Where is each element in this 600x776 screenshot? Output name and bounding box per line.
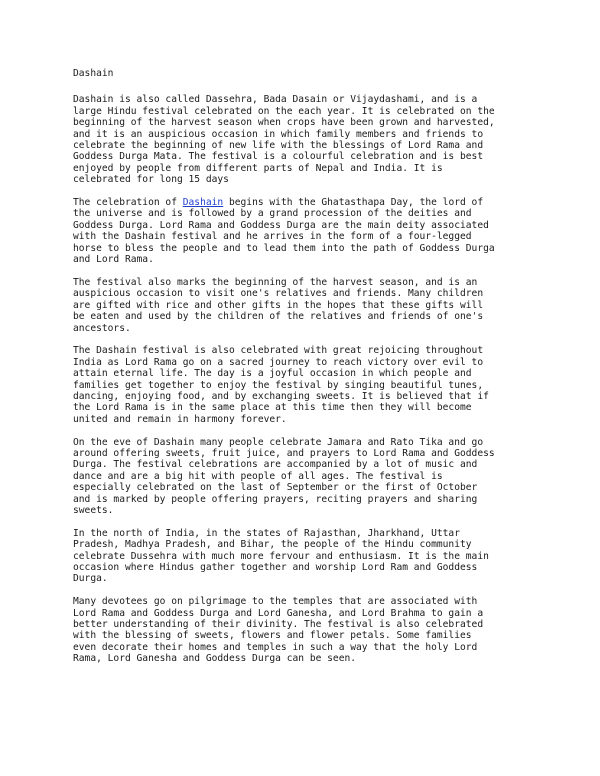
paragraph-2-rest: begins with the Ghatasthapa Day, the lord of the universe and is followed by a grand procession of the deities and Goddess Durga. Lord Rama and Goddess Durga are the main deity associated with the Dashain festival and he arrives in the form of a four-legged horse to bless the people and to lead them into the path of Goddess Durga and Lord Rama. (73, 197, 495, 266)
paragraph-2 (73, 197, 533, 265)
paragraph-2-lead: The celebration of (73, 197, 183, 209)
paragraph-1: Dashain is also called Dassehra, Bada Dasain or Vijaydashami, and is a large Hindu festival celebrated on the each year. It is celebrated on the beginning of the harvest season when crops have been grown and harvested, and it is an auspicious occasion in which family members and friends to celebrate the beginning of new life with the blessings of Lord Rama and Goddess Durga Mata. The festival is a colourful celebration and is best enjoyed by people from different parts of Nepal and India. It is celebrated for long 15 days (73, 94, 495, 186)
paragraph-3: The festival also marks the beginning of the harvest season, and is an auspicious occasion to visit one's relatives and friends. Many children are gifted with rice and other gifts in the hopes that these gifts will be eaten and used by the children of the relatives and friends of one's ancestors. (73, 276, 484, 334)
paragraph-6: In the north of India, in the states of Rajasthan, Jharkhand, Uttar Pradesh, Madhya Pradesh, and Bihar, the people of the Hindu community celebrate Dussehra with much more fervour and enthusiasm. It is the main occasion where Hindus gather together and worship Lord Ram and Goddess Durga. (73, 527, 489, 585)
document-body (73, 68, 533, 676)
paragraph-5: On the eve of Dashain many people celebrate Jamara and Rato Tika and go around offering sweets, fruit juice, and prayers to Lord Rama and Goddess Durga. The festival celebrations are accompanied by a lot of music and dance and are a big hit with people of all ages. The festival is especially celebrated on the last of September or the first of October and is marked by people offering prayers, reciting prayers and sharing sweets. (73, 436, 495, 516)
paragraph-4: The Dashain festival is also celebrated with great rejoicing throughout India as Lord Rama go on a sacred journey to reach victory over evil to attain eternal life. The day is a joyful occasion in which people and families get together to enjoy the festival by singing beautiful tunes, dancing, enjoying food, and by exchanging sweets. It is believed that if the Lord Rama is in the same place at this time then they will become united and remain in harmony forever. (73, 345, 489, 425)
document-title: Dashain (73, 68, 114, 79)
paragraph-7: Many devotees go on pilgrimage to the temples that are associated with Lord Rama and Goddess Durga and Lord Ganesha, and Lord Brahma to gain a better understanding of their divinity. The festival is also celebrated with the blessing of sweets, flowers and flower petals. Some families even decorate their homes and temples in such a way that the holy Lord Rama, Lord Ganesha and Goddess Durga can be seen. (73, 596, 484, 665)
dashain-link[interactable]: Dashain (182, 197, 224, 209)
